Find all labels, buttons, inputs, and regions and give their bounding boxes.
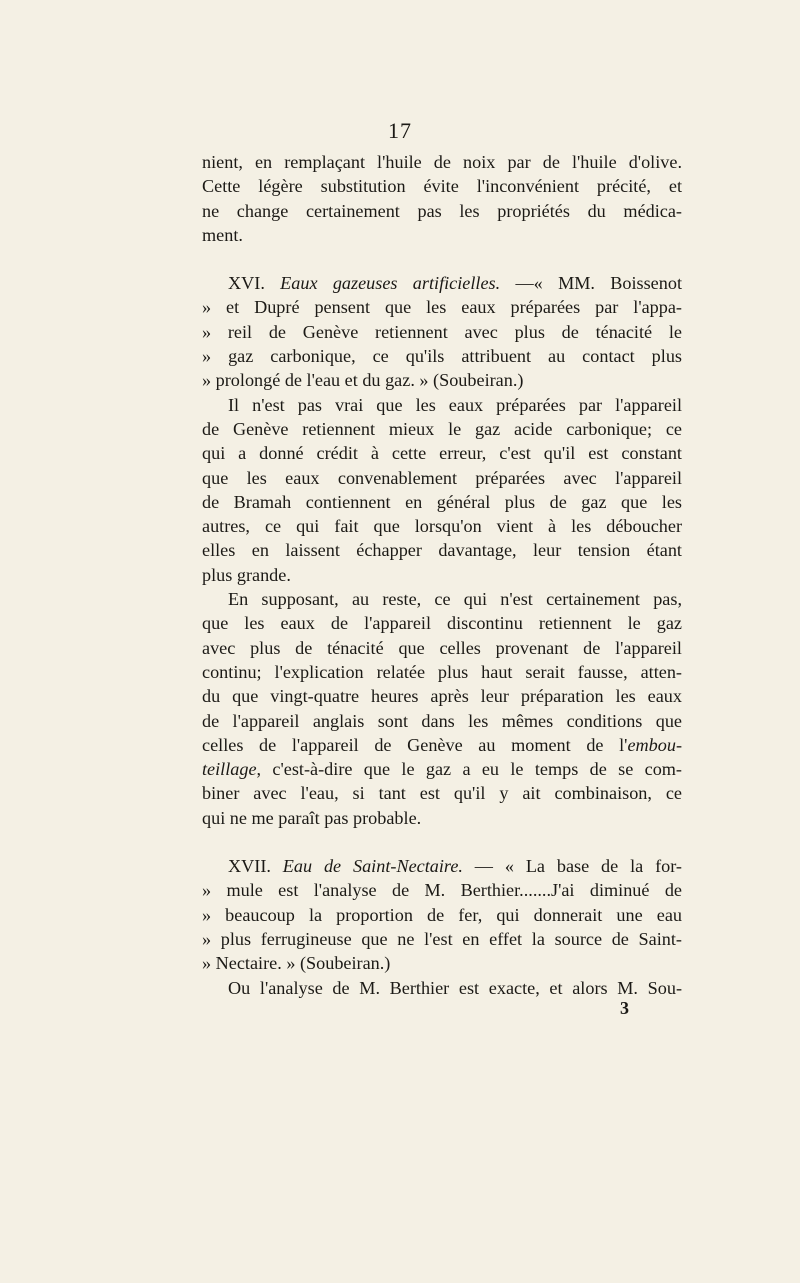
text-line: ment.: [202, 224, 243, 245]
text-line: qui ne me paraît pas probable.: [202, 807, 422, 828]
text-line: autres, ce qui fait que lorsqu'on vient à les déboucher: [202, 516, 682, 537]
paragraph-gap: [202, 830, 682, 854]
text-segment: XVII.: [228, 856, 283, 877]
text-segment: , c'est-à-dire que le gaz a eu le temps de se com-: [256, 759, 682, 780]
text-segment: celles de l'appareil de Genève au moment de l': [202, 734, 628, 755]
text-line: de Genève retiennent mieux le gaz acide carbonique; ce: [202, 418, 682, 439]
text-line: Il n'est pas vrai que les eaux préparées par l'appareil: [228, 394, 682, 415]
text-segment: XVI.: [228, 273, 281, 294]
text-line: » Nectaire. » (Soubeiran.): [202, 953, 391, 974]
page-number: 17: [388, 118, 412, 143]
text-line: que les eaux convenablement préparées avec l'appareil: [202, 467, 682, 488]
text-line: » gaz carbonique, ce qu'ils attribuent au contact plus: [202, 346, 682, 367]
text-line: plus grande.: [202, 564, 291, 585]
signature-mark: 3: [620, 998, 629, 1018]
text-line: ne change certainement pas les propriétés du médica-: [202, 200, 682, 221]
text-line: du que vingt-quatre heures après leur préparation les eaux: [202, 686, 682, 707]
text-line: qui a donné crédit à cette erreur, c'est qu'il est constant: [202, 443, 682, 464]
text-line: continu; l'explication relatée plus haut serait fausse, atten-: [202, 661, 682, 682]
text-line: de Bramah contiennent en général plus de gaz que les: [202, 491, 682, 512]
text-segment: —« MM. Boissenot: [500, 273, 682, 294]
text-line: » plus ferrugineuse que ne l'est en effet la source de Saint-: [202, 928, 682, 949]
italic-text: teillage: [202, 759, 257, 780]
text-line: En supposant, au reste, ce qui n'est certainement pas,: [228, 589, 682, 610]
text-line: » mule est l'analyse de M. Berthier.......J'ai diminué de: [202, 880, 682, 901]
text-line: [202, 733, 682, 757]
italic-text: embou-: [627, 734, 682, 755]
italic-text: Eaux gazeuses artificielles.: [280, 273, 501, 294]
paragraph-gap: [202, 247, 682, 271]
text-line: avec plus de ténacité que celles provenant de l'appareil: [202, 637, 682, 658]
italic-text: Eau de Saint-Nectaire.: [282, 856, 463, 877]
text-line: Cette légère substitution évite l'inconvénient précité, et: [202, 176, 682, 197]
text-line: Ou l'analyse de M. Berthier est exacte, et alors M. Sou-: [228, 977, 682, 998]
text-line: » prolongé de l'eau et du gaz. » (Soubeiran.): [202, 370, 524, 391]
text-line: biner avec l'eau, si tant est qu'il y ait combinaison, ce: [202, 783, 682, 804]
body-text: [202, 150, 682, 1000]
text-segment: — « La base de la for-: [462, 856, 682, 877]
text-line: » beaucoup la proportion de fer, qui donnerait une eau: [202, 904, 682, 925]
text-line: de l'appareil anglais sont dans les mêmes conditions que: [202, 710, 682, 731]
text-line: [202, 757, 682, 781]
text-line: elles en laissent échapper davantage, leur tension étant: [202, 540, 682, 561]
text-line: » reil de Genève retiennent avec plus de ténacité le: [202, 321, 682, 342]
text-line: nient, en remplaçant l'huile de noix par de l'huile d'olive.: [202, 152, 682, 172]
text-line: [202, 854, 682, 878]
text-line: » et Dupré pensent que les eaux préparées par l'appa-: [202, 297, 682, 318]
text-line: que les eaux de l'appareil discontinu retiennent le gaz: [202, 613, 682, 634]
text-line: [202, 271, 682, 295]
